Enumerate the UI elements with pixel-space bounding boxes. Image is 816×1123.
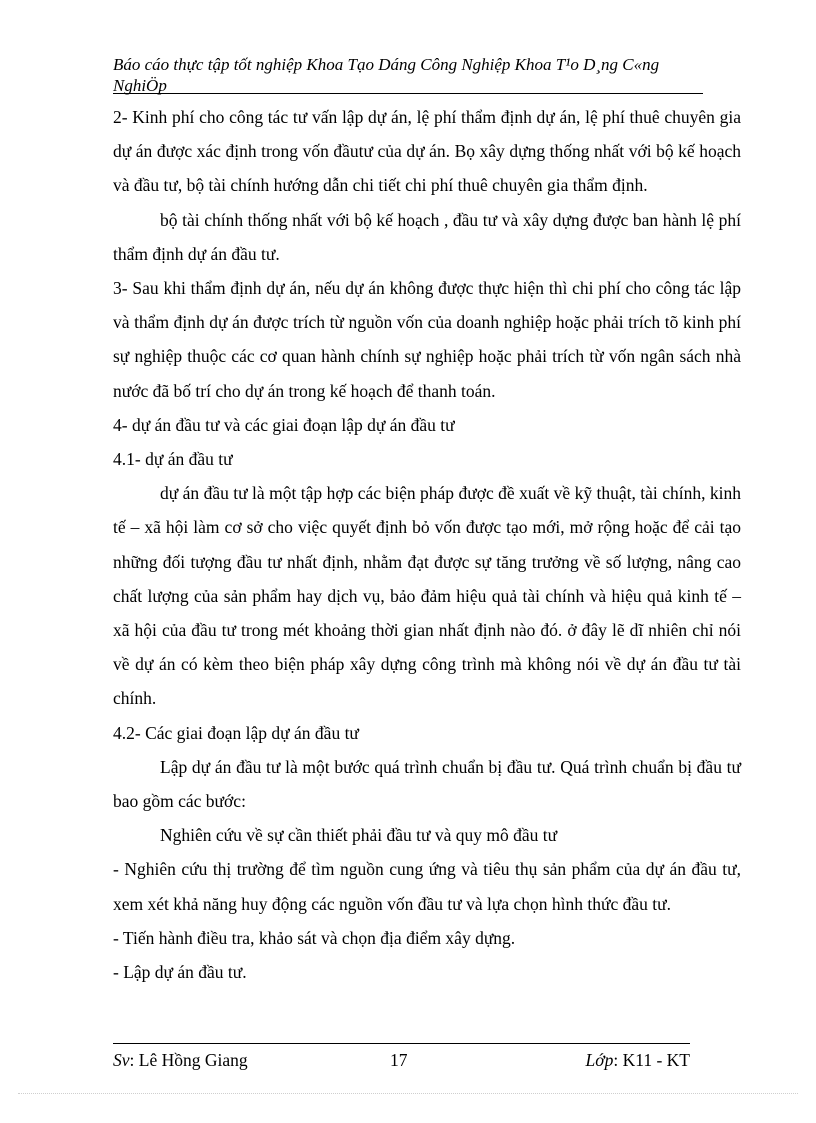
list-item: - Lập dự án đầu tư.	[113, 962, 247, 983]
page-number: 17	[390, 1050, 408, 1070]
footer-class-value: : K11 - KT	[613, 1050, 690, 1070]
page-footer	[113, 1050, 690, 1074]
footer-student	[113, 1050, 248, 1071]
footer-class-label: Lớp	[585, 1050, 614, 1070]
paragraph: 3- Sau khi thẩm định dự án, nếu dự án không được thực hiện thì chi phí cho công tác lập và thẩm định dự án được trích từ nguồn vốn của doanh nghiệp hoặc phải trích tõ kinh phí sự nghiệp thuộc các cơ quan hành chính sự nghiệp hoặc phải trích từ vốn ngân sách nhà nước đã bố trí cho dự án trong kế hoạch để thanh toán.	[113, 278, 741, 401]
footer-student-name: : Lê Hồng Giang	[129, 1050, 248, 1070]
footer-divider	[113, 1043, 690, 1044]
paragraph: 2- Kinh phí cho công tác tư vấn lập dự án, lệ phí thẩm định dự án, lệ phí thuê chuyên gia dự án được xác định trong vốn đầutư của dự án. Bọ xây dựng thống nhất với bộ kế hoạch và đầu tư, bộ tài chính hướng dẫn chi tiết chi phí thuê chuyên gia thẩm định.	[113, 107, 741, 196]
header-divider	[113, 93, 703, 94]
document-body	[113, 100, 741, 989]
paragraph: Nghiên cứu về sự cần thiết phải đầu tư và quy mô đầu tư	[160, 825, 558, 846]
paragraph: dự án đầu tư là một tập hợp các biện pháp được đề xuất về kỹ thuật, tài chính, kinh tế – xã hội làm cơ sở cho việc quyết định bỏ vốn được tạo mới, mở rộng hoặc để cải tạo những đối tượng đầu tư nhất định, nhằm đạt được sự tăng trưởng về số lượng, nâng cao chất lượng của sản phẩm hay dịch vụ, bảo đảm hiệu quả tài chính và hiệu quả kinh tế – xã hội của đầu tư trong mét khoảng thời gian nhất định nào đó. ở đây lẽ dĩ nhiên chỉ nói về dự án có kèm theo biện pháp xây dựng công trình mà không nói về dự án đầu tư tài chính.	[113, 483, 741, 709]
page-bottom-border	[18, 1093, 798, 1094]
paragraph: Lập dự án đầu tư là một bước quá trình chuẩn bị đầu tư. Quá trình chuẩn bị đầu tư bao gồm các bước:	[113, 756, 741, 812]
subsection-heading: 4.1- dự án đầu tư	[113, 449, 233, 470]
footer-class	[586, 1050, 690, 1071]
header-text: Báo cáo thực tập tốt nghiệp Khoa Tạo Dáng Công Nghiệp Khoa T¹o D¸ng C«ng NghiÖp	[113, 55, 660, 95]
list-item: - Nghiên cứu thị trường để tìm nguồn cung ứng và tiêu thụ sản phẩm của dự án đầu tư, xem xét khả năng huy động các nguồn vốn đầu tư và lựa chọn hình thức đầu tư.	[113, 859, 741, 914]
paragraph: bộ tài chính thống nhất với bộ kế hoạch , đầu tư và xây dựng được ban hành lệ phí thẩm định dự án đầu tư.	[113, 209, 741, 264]
subsection-heading: 4.2- Các giai đoạn lập dự án đầu tư	[113, 722, 359, 743]
list-item: - Tiến hành điều tra, khảo sát và chọn địa điểm xây dựng.	[113, 927, 516, 948]
section-heading: 4- dự án đầu tư và các giai đoạn lập dự án đầu tư	[113, 414, 455, 435]
footer-student-label: Sv	[113, 1050, 130, 1070]
page-header	[113, 54, 703, 96]
